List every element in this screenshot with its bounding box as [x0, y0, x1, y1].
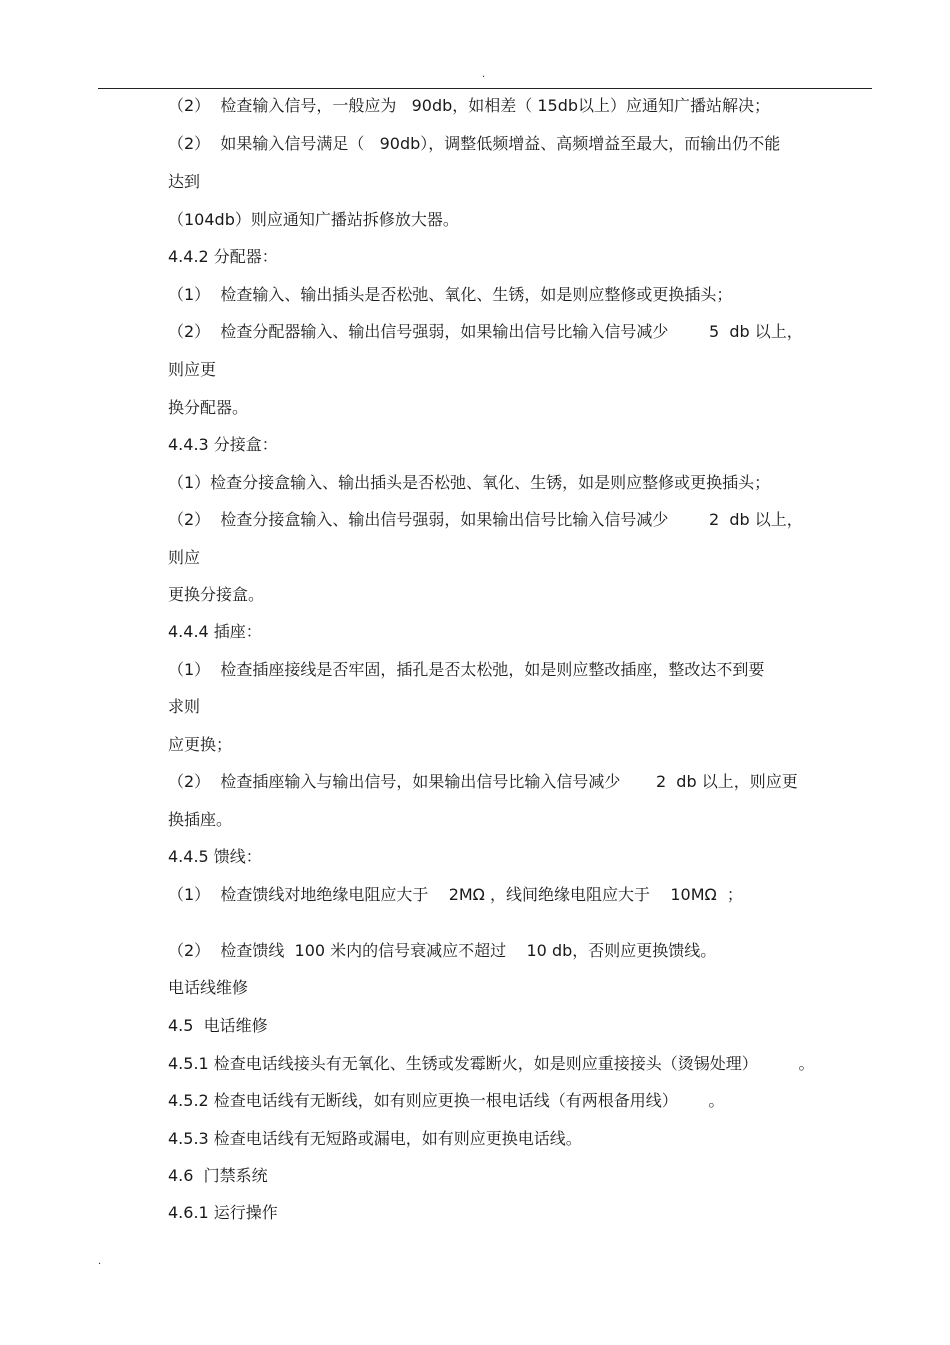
- text-line: （2） 检查插座输入与输出信号，如果输出信号比输入信号减少 2 db 以上，则应更: [168, 772, 798, 791]
- section-heading: 4.6.1 运行操作: [168, 1203, 278, 1222]
- section-heading: 4.6 门禁系统: [168, 1166, 268, 1185]
- text-line: 换分配器。: [168, 398, 249, 417]
- text-line: 则应更: [168, 360, 217, 379]
- section-heading: 电话线维修: [168, 978, 249, 997]
- text-line: （104db）则应通知广播站拆修放大器。: [168, 210, 459, 229]
- text-line: 更换分接盒。: [168, 585, 265, 604]
- section-heading: 4.4.4 插座：: [168, 622, 262, 641]
- text-line: （2） 如果输入信号满足（ 90db），调整低频增益、高频增益至最大，而输出仍不能: [168, 134, 781, 153]
- text-line: （2） 检查馈线 100 米内的信号衰减应不超过 10 db，否则应更换馈线。: [168, 941, 717, 960]
- section-heading: 4.4.2 分配器：: [168, 247, 278, 266]
- header-rule: [98, 88, 872, 89]
- section-heading: 4.4.3 分接盒：: [168, 435, 278, 454]
- text-line: 换插座。: [168, 810, 233, 829]
- text-line: 4.5.3 检查电话线有无短路或漏电，如有则应更换电话线。: [168, 1129, 582, 1148]
- header-mark: .: [482, 69, 486, 80]
- text-line: （2） 检查分配器输入、输出信号强弱，如果输出信号比输入信号减少 5 db 以上，: [168, 322, 803, 341]
- text-line: （1）检查分接盒输入、输出插头是否松弛、氧化、生锈，如是则应整修或更换插头；: [168, 473, 771, 492]
- text-line: 4.5.2 检查电话线有无断线，如有则应更换一根电话线（有两根备用线） 。: [168, 1091, 725, 1110]
- footer-mark: .: [98, 1256, 102, 1267]
- section-heading: 4.5 电话维修: [168, 1016, 268, 1035]
- text-line: （1） 检查输入、输出插头是否松弛、氧化、生锈，如是则应整修或更换插头；: [168, 285, 733, 304]
- text-line: （2） 检查分接盒输入、输出信号强弱，如果输出信号比输入信号减少 2 db 以上，: [168, 510, 803, 529]
- text-line: 则应: [168, 548, 201, 567]
- text-line: 达到: [168, 172, 201, 191]
- text-line: 应更换；: [168, 735, 233, 754]
- text-line: （1） 检查插座接线是否牢固，插孔是否太松弛，如是则应整改插座，整改达不到要: [168, 660, 765, 679]
- text-line: 4.5.1 检查电话线接头有无氧化、生锈或发霉断火，如是则应重接接头（烫锡处理） 。: [168, 1054, 815, 1073]
- text-line: （1） 检查馈线对地绝缘电阻应大于 2MΩ ，线间绝缘电阻应大于 10MΩ ；: [168, 885, 743, 904]
- text-line: 求则: [168, 697, 201, 716]
- section-heading: 4.4.5 馈线：: [168, 847, 262, 866]
- text-line: （2） 检查输入信号，一般应为 90db，如相差（ 15db以上）应通知广播站解决；: [168, 96, 771, 115]
